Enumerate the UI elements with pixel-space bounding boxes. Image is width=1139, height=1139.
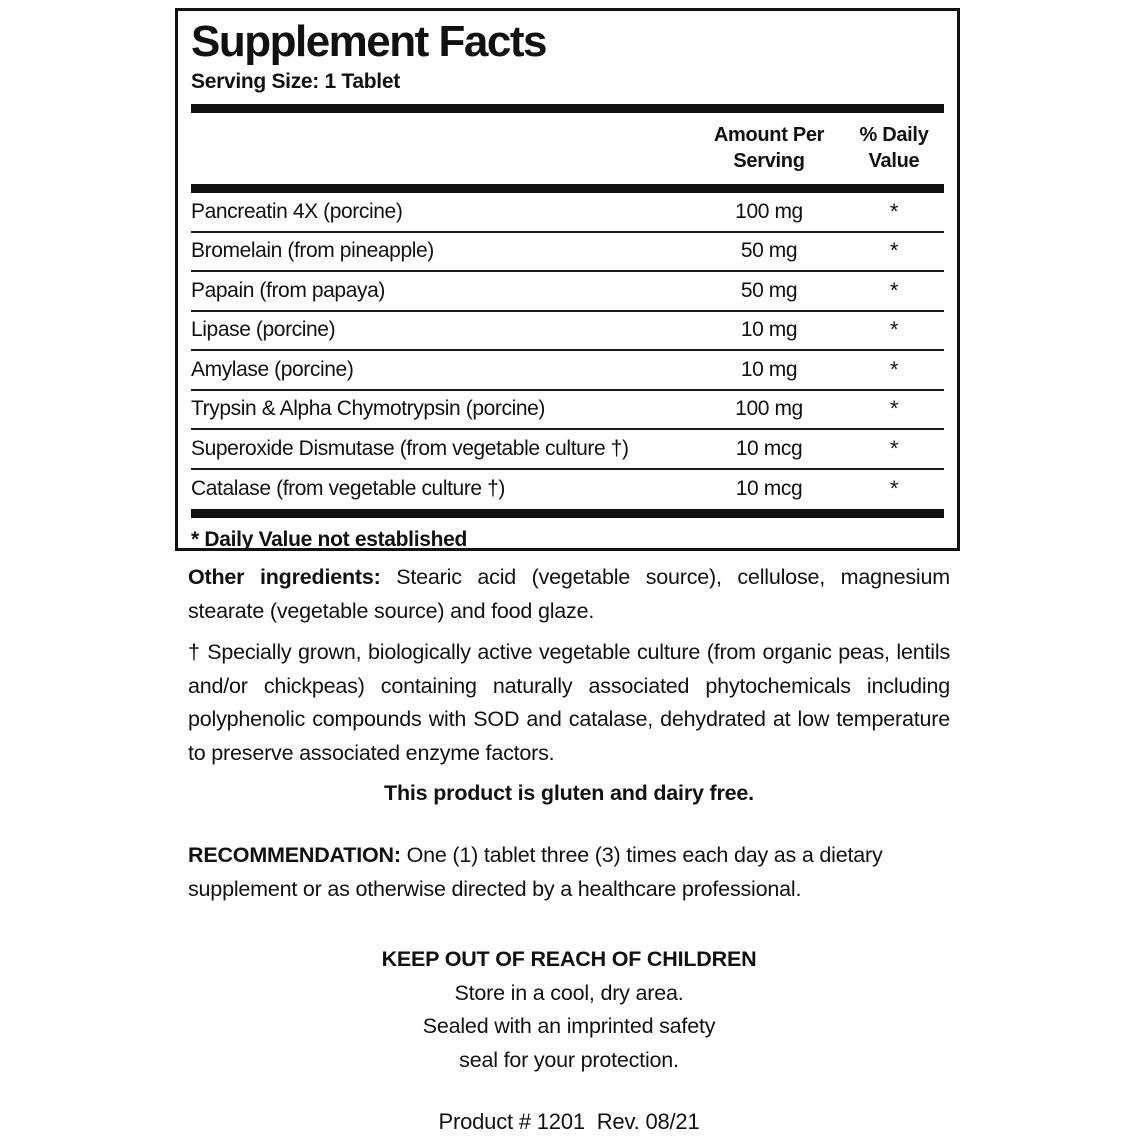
supplement-facts-panel [175,8,960,551]
ingredient-dv: * [889,277,899,303]
product-number-line: Product # 1201 Rev. 08/21 [438,1109,700,1134]
ingredient-dv: * [889,476,899,502]
table-row [191,351,944,391]
header-percent-daily-value [844,122,944,174]
ingredient-amount: 10 mg [740,318,798,342]
table-row [191,391,944,431]
gluten-dairy-free-statement: This product is gluten and dairy free. [384,781,754,805]
table-row [191,193,944,233]
ingredient-name: Amylase (porcine) [191,357,354,381]
table-row [191,430,944,470]
ingredient-name: Superoxide Dismutase (from vegetable culture †) [191,436,629,460]
table-header-row [191,113,944,184]
ingredient-name: Pancreatin 4X (porcine) [191,199,403,223]
table-row [191,312,944,352]
ingredient-name: Papain (from papaya) [191,278,385,302]
recommendation-text: One (1) tablet three (3) times each day as a dietary supplement or as otherwise directed by a healthcare professional. [188,843,883,901]
divider-thick-bottom [191,509,944,518]
vegetable-culture-note: † Specially grown, biologically active vegetable culture (from organic peas, lentils and/or chickpeas) containing naturally associated phytochemicals including polyphenolic compounds with SOD and catalase, dehydrated at low temperature to preserve associated enzyme factors. [188,640,950,765]
panel-title: Supplement Facts [191,17,546,66]
other-ingredients-label: Other ingredients: [188,565,381,589]
safety-seal-line-1: Sealed with an imprinted safety [422,1014,716,1038]
header-dv-line2: Value [868,150,920,173]
table-row [191,470,944,509]
ingredient-amount: 10 mg [740,357,798,381]
ingredient-dv: * [889,198,899,224]
header-amount-per-serving [694,122,844,174]
safety-seal-line-2: seal for your protection. [459,1047,679,1072]
other-ingredients-paragraph [188,561,950,628]
warnings-block [188,943,950,1077]
ingredient-amount: 100 mg [735,397,803,421]
recommendation-label: RECOMMENDATION: [188,843,401,867]
ingredient-table [191,193,944,509]
ingredient-amount: 50 mg [740,278,798,302]
ingredient-dv: * [889,317,899,343]
divider-thick-header [191,184,944,193]
ingredient-dv: * [889,396,899,422]
ingredient-amount: 100 mg [735,199,803,223]
ingredient-amount: 10 mcg [735,436,803,460]
ingredient-name: Catalase (from vegetable culture †) [191,477,505,501]
header-amount-line2: Serving [733,150,805,173]
table-row [191,233,944,273]
ingredient-name: Bromelain (from pineapple) [191,239,434,263]
divider-thick-top [191,104,944,113]
header-dv-line1: % Daily [859,124,929,147]
storage-line: Store in a cool, dry area. [454,980,684,1005]
recommendation-paragraph [188,839,950,906]
ingredient-name: Trypsin & Alpha Chymotrypsin (porcine) [191,397,545,421]
keep-out-of-reach-warning: KEEP OUT OF REACH OF CHILDREN [381,947,757,971]
serving-size: Serving Size: 1 Tablet [191,70,400,94]
ingredient-dv: * [889,435,899,461]
ingredient-dv: * [889,356,899,382]
ingredient-amount: 50 mg [740,239,798,263]
header-amount-line1: Amount Per [713,124,825,147]
ingredient-amount: 10 mcg [735,477,803,501]
ingredient-dv: * [889,238,899,264]
table-row [191,272,944,312]
daily-value-footnote: * Daily Value not established [191,527,468,551]
other-ingredients-text: Stearic acid (vegetable source), cellulose, magnesium stearate (vegetable source) and food glaze. [188,565,950,623]
ingredient-name: Lipase (porcine) [191,318,336,342]
